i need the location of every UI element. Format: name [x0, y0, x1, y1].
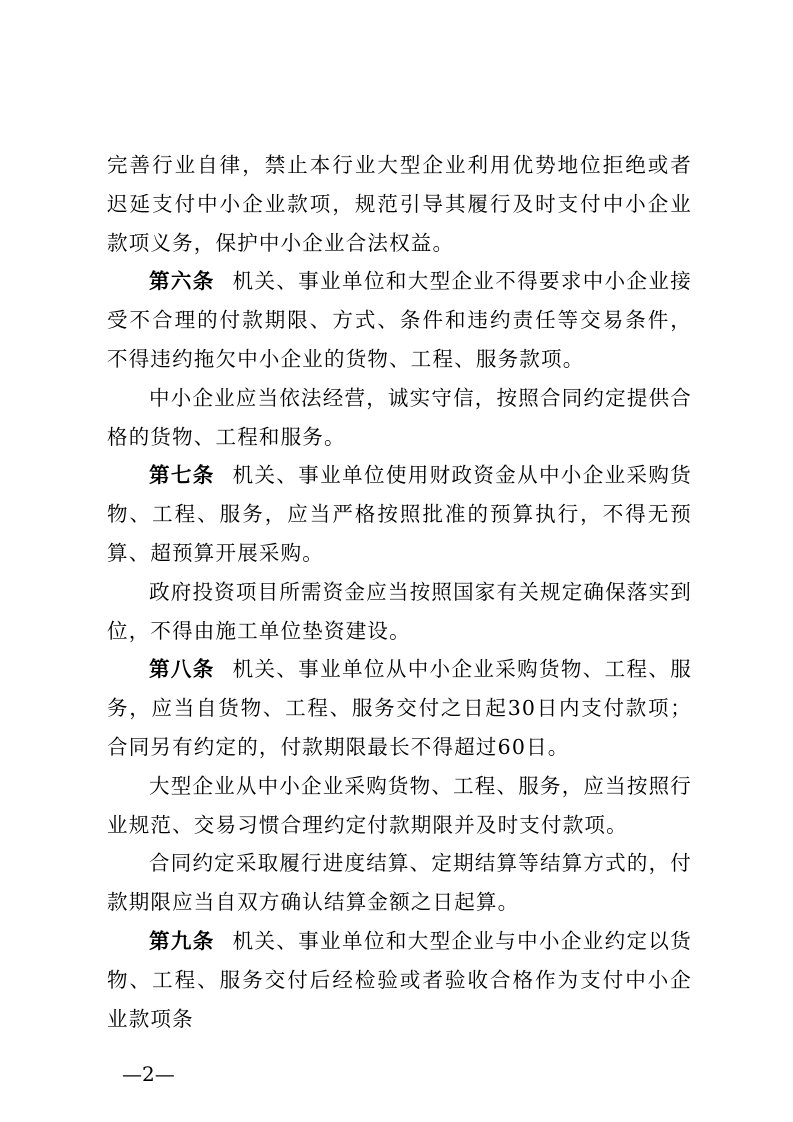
paragraph-text: 大型企业从中小企业采购货物、工程、服务，应当按照行业规范、交易习惯合理约定付款期限并及时支付款项。 — [107, 773, 692, 837]
paragraph-text: 机关、事业单位从中小企业采购货物、工程、服务，应当自货物、工程、服务交付之日起30日内支付款项；合同另有约定的，付款期限最长不得超过60日。 — [107, 657, 692, 759]
paragraph-text: 完善行业自律，禁止本行业大型企业利用优势地位拒绝或者迟延支付中小企业款项，规范引导其履行及时支付中小企业款项义务，保护中小企业合法权益。 — [107, 153, 692, 255]
paragraph-text: 中小企业应当依法经营，诚实守信，按照合同约定提供合格的货物、工程和服务。 — [107, 385, 692, 449]
article-number: 第六条 — [149, 269, 215, 294]
paragraph-text: 机关、事业单位和大型企业不得要求中小企业接受不合理的付款期限、方式、条件和违约责任等交易条件，不得违约拖欠中小企业的货物、工程、服务款项。 — [107, 269, 692, 371]
article-6-paragraph-2 — [107, 379, 692, 457]
paragraph-text: 政府投资项目所需资金应当按照国家有关规定确保落实到位，不得由施工单位垫资建设。 — [107, 579, 692, 643]
page-number: —2— — [122, 1062, 175, 1086]
article-9-paragraph — [107, 922, 692, 1038]
paragraph-text: 机关、事业单位使用财政资金从中小企业采购货物、工程、服务，应当严格按照批准的预算执行，不得无预算、超预算开展采购。 — [107, 463, 692, 565]
article-number: 第九条 — [149, 928, 215, 953]
paragraph-text: 机关、事业单位和大型企业与中小企业约定以货物、工程、服务交付后经检验或者验收合格作为支付中小企业款项条 — [107, 928, 692, 1031]
document-body — [107, 146, 692, 1038]
article-number: 第八条 — [149, 657, 215, 682]
article-8-paragraph — [107, 650, 692, 766]
article-7-paragraph-2 — [107, 573, 692, 651]
article-8-paragraph-3 — [107, 844, 692, 922]
article-number: 第七条 — [149, 463, 215, 488]
article-8-paragraph-2 — [107, 767, 692, 845]
paragraph-continuation — [107, 146, 692, 262]
article-6-paragraph — [107, 262, 692, 378]
article-7-paragraph — [107, 456, 692, 572]
paragraph-text: 合同约定采取履行进度结算、定期结算等结算方式的，付款期限应当自双方确认结算金额之日起算。 — [107, 851, 692, 915]
